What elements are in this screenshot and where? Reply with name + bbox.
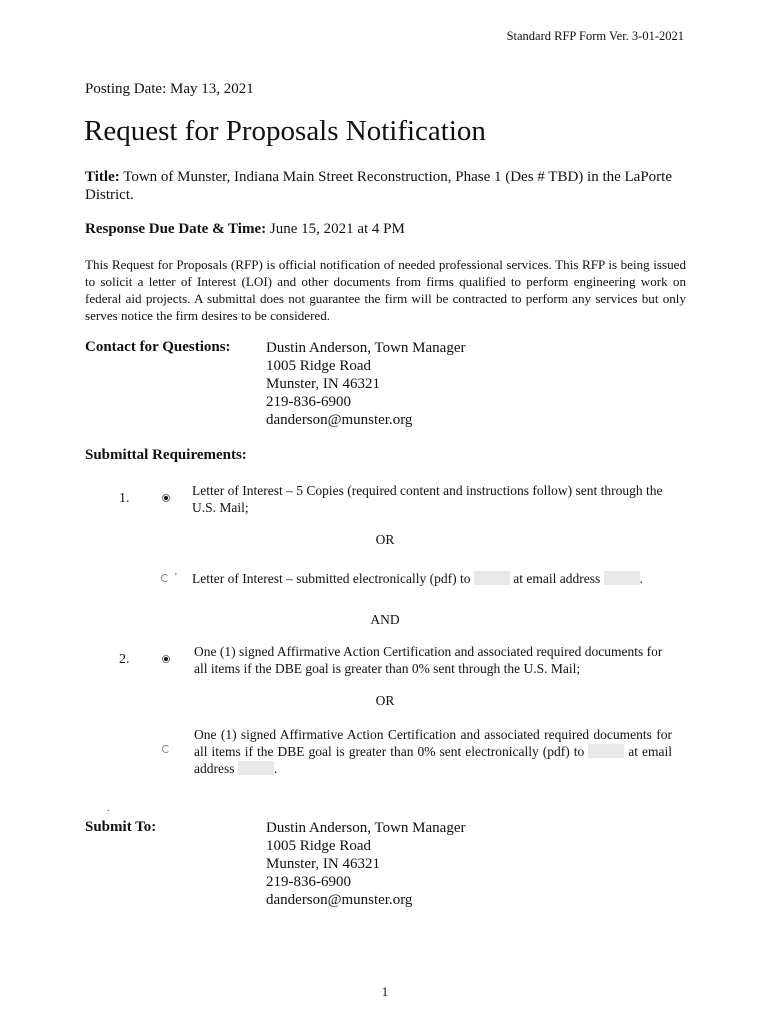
contact-label: Contact for Questions: bbox=[85, 339, 231, 355]
item-2-email-address-field[interactable] bbox=[238, 761, 274, 775]
or-separator-1: OR bbox=[375, 532, 395, 547]
and-separator: AND bbox=[370, 612, 400, 627]
submit-to-phone: 219-836-6900 bbox=[266, 874, 351, 890]
submit-to-label: Submit To: bbox=[85, 819, 157, 835]
item-1-option-b-suffix: . bbox=[639, 571, 643, 586]
item-2-option-b-radio[interactable] bbox=[162, 745, 170, 753]
item-1-option-a-text: Letter of Interest – 5 Copies (required content and instructions follow) sent through the U.S. Mail; bbox=[192, 483, 663, 515]
rfp-title-text: Town of Munster, Indiana Main Street Reconstruction, Phase 1 (Des # TBD) in the LaPorte District. bbox=[85, 169, 672, 203]
item-1-email-address-field[interactable] bbox=[604, 571, 640, 585]
item-1-option-b-prefix: Letter of Interest – submitted electronically (pdf) to bbox=[192, 571, 471, 586]
contact-name: Dustin Anderson, Town Manager bbox=[266, 340, 466, 356]
rfp-title bbox=[85, 168, 686, 204]
item-1-option-b-text bbox=[192, 570, 672, 587]
contact-street: 1005 Ridge Road bbox=[266, 358, 371, 374]
stray-mark: . bbox=[107, 803, 110, 814]
item-2-option-a-text: One (1) signed Affirmative Action Certification and associated required documents for all items if the DBE goal is greater than 0% sent through the U.S. Mail; bbox=[194, 644, 663, 676]
item-2-option-b-text bbox=[194, 726, 672, 777]
submit-to-address bbox=[266, 819, 465, 909]
contact-phone: 219-836-6900 bbox=[266, 394, 351, 410]
item-1-email-recipient-field[interactable] bbox=[474, 571, 510, 585]
submittal-label: Submittal Requirements: bbox=[85, 447, 247, 463]
item-2-option-a-radio[interactable] bbox=[162, 655, 170, 663]
page-number: 1 bbox=[381, 984, 389, 999]
item-2-option-b-suffix: . bbox=[273, 761, 278, 776]
page-title: Request for Proposals Notification bbox=[84, 115, 486, 147]
form-version-note: Standard RFP Form Ver. 3-01-2021 bbox=[506, 29, 684, 43]
submit-to-street: 1005 Ridge Road bbox=[266, 838, 371, 854]
contact-city: Munster, IN 46321 bbox=[266, 376, 380, 392]
response-due bbox=[85, 221, 686, 238]
item-2-option-b-middle: at email address bbox=[194, 744, 673, 776]
item-2-email-recipient-field[interactable] bbox=[588, 744, 624, 758]
item-2-option-b-prefix: One (1) signed Affirmative Action Certification and associated required documents for all items if the DBE goal is greater than 0% sent electronically (pdf) to bbox=[194, 727, 672, 759]
intro-paragraph: This Request for Proposals (RFP) is official notification of needed professional services. This RFP is being issued to solicit a letter of Interest (LOI) and other documents from firms qualified to perform engineering work on federal aid projects. A submittal does not guarantee the firm will be contracted to perform any services but only serves notice the firm desires to be considered. bbox=[85, 257, 686, 323]
item-1-option-b-middle: at email address bbox=[513, 571, 601, 586]
item-1-option-b-radio[interactable] bbox=[161, 574, 169, 582]
response-due-value: June 15, 2021 at 4 PM bbox=[269, 221, 405, 237]
submit-to-email: danderson@munster.org bbox=[266, 892, 413, 908]
item-2-number: 2. bbox=[119, 652, 130, 667]
radio-mark: ' bbox=[175, 572, 177, 583]
contact-email: danderson@munster.org bbox=[266, 412, 413, 428]
item-1-option-a-radio[interactable] bbox=[162, 494, 170, 502]
contact-address bbox=[266, 339, 465, 429]
submit-to-city: Munster, IN 46321 bbox=[266, 856, 380, 872]
item-1-number: 1. bbox=[119, 491, 130, 506]
posting-date: Posting Date: May 13, 2021 bbox=[85, 81, 254, 97]
response-due-label: Response Due Date & Time: bbox=[85, 221, 267, 237]
or-separator-2: OR bbox=[375, 693, 395, 708]
submit-to-name: Dustin Anderson, Town Manager bbox=[266, 820, 466, 836]
rfp-title-label: Title: bbox=[85, 169, 120, 185]
